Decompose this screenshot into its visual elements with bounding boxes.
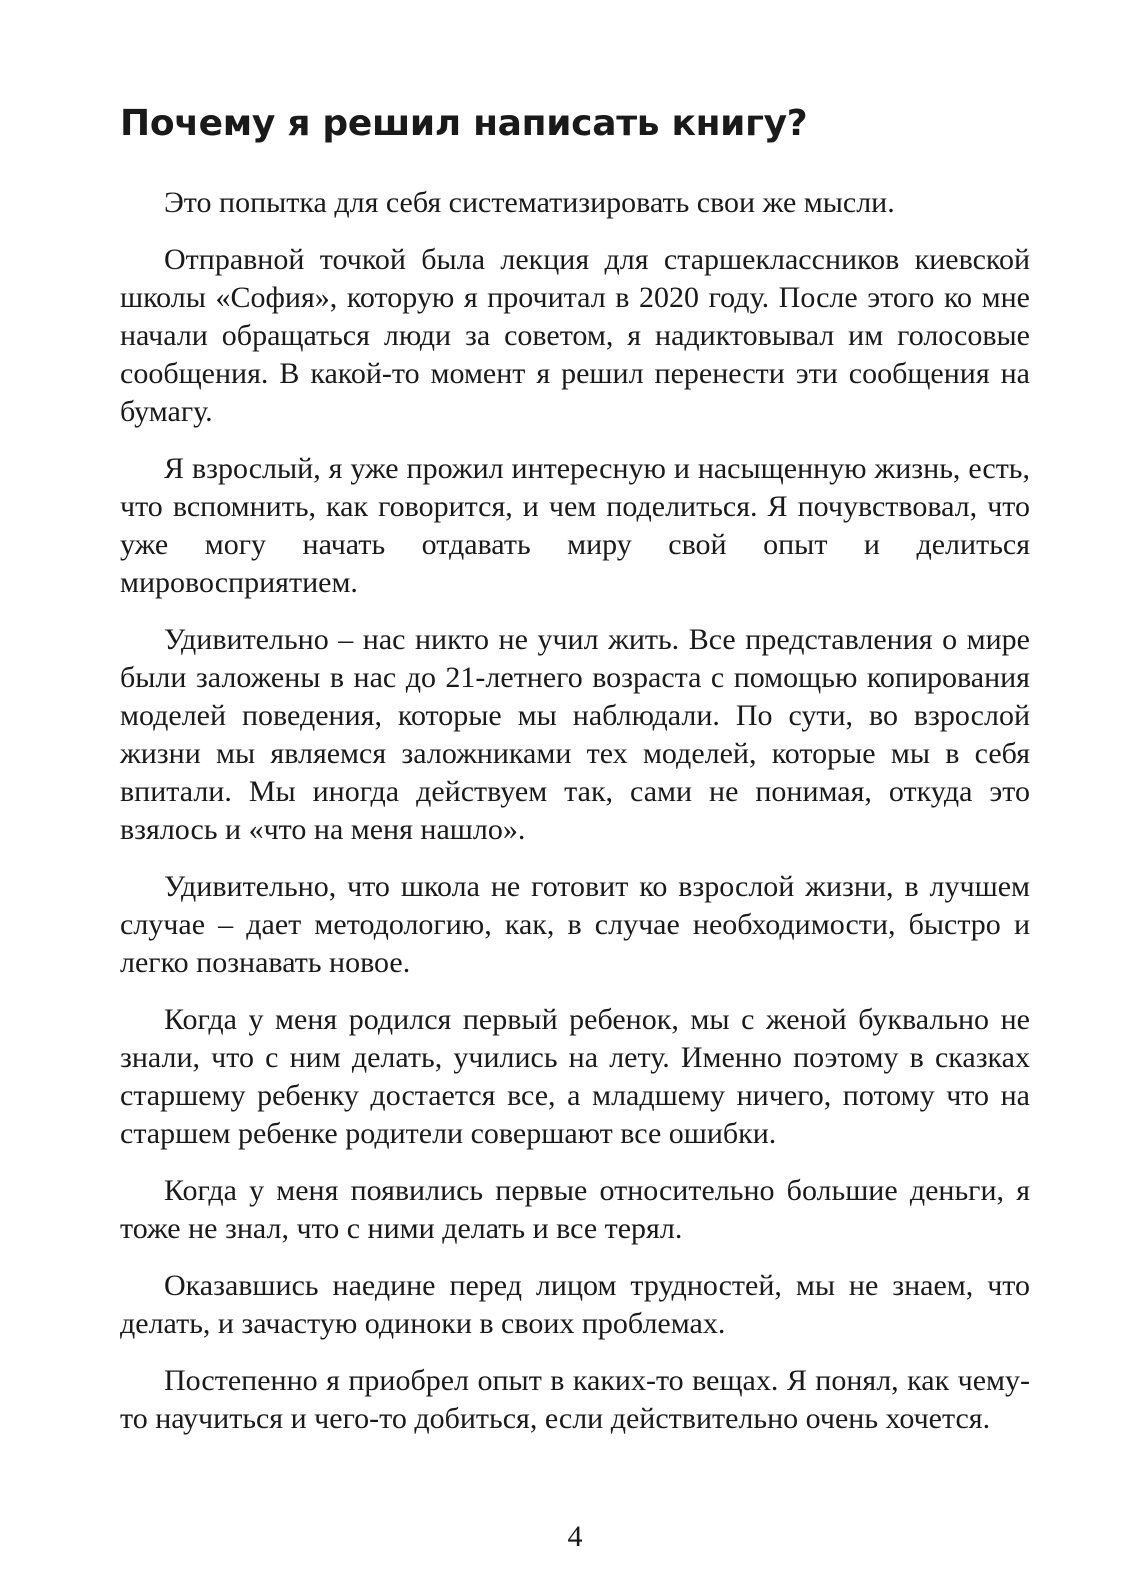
paragraph: Оказавшись наедине перед лицом трудностей, мы не знаем, что делать, и зачастую одиноки в своих проблемах. [120,1269,1030,1340]
book-page [120,100,1030,1553]
paragraph: Удивительно – нас никто не учил жить. Все представления о мире были заложены в нас до 21-летнего возраста с помощью копирования моделей поведения, которые мы наблюдали. По сути, во взрослой жизни мы являемся заложниками тех моделей, которые мы в себя впитали. Мы иногда действуем так, сами не понимая, откуда это взялось и «что на меня нашло». [120,623,1030,846]
paragraph: Когда у меня появились первые относительно большие деньги, я тоже не знал, что с ними делать и все терял. [120,1174,1030,1245]
paragraph: Отправной точкой была лекция для старшеклассников киевской школы «София», которую я прочитал в 2020 году. После этого ко мне начали обращаться люди за советом, я надиктовывал им голосовые сообщения. В какой-то момент я решил перенести эти сообщения на бумагу. [120,243,1030,428]
chapter-body [120,184,1030,1438]
paragraph: Это попытка для себя систематизировать свои же мысли. [164,186,895,219]
page-number: 4 [567,1520,583,1553]
chapter-title: Почему я решил написать книгу? [120,103,808,144]
paragraph: Постепенно я приобрел опыт в каких-то вещах. Я понял, как чему-то научиться и чего-то добиться, если действительно очень хочется. [120,1364,1030,1435]
paragraph: Я взрослый, я уже прожил интересную и насыщенную жизнь, есть, что вспомнить, как говорится, и чем поделиться. Я почувствовал, что уже могу начать отдавать миру свой опыт и делиться мировосприятием. [120,452,1030,599]
paragraph: Когда у меня родился первый ребенок, мы с женой буквально не знали, что с ним делать, учились на лету. Именно поэтому в сказках старшему ребенку достается все, а младшему ничего, потому что на старшем ребенке родители совершают все ошибки. [120,1003,1030,1150]
paragraph: Удивительно, что школа не готовит ко взрослой жизни, в лучшем случае – дает методологию, как, в случае необходимости, быстро и легко познавать новое. [120,870,1030,979]
